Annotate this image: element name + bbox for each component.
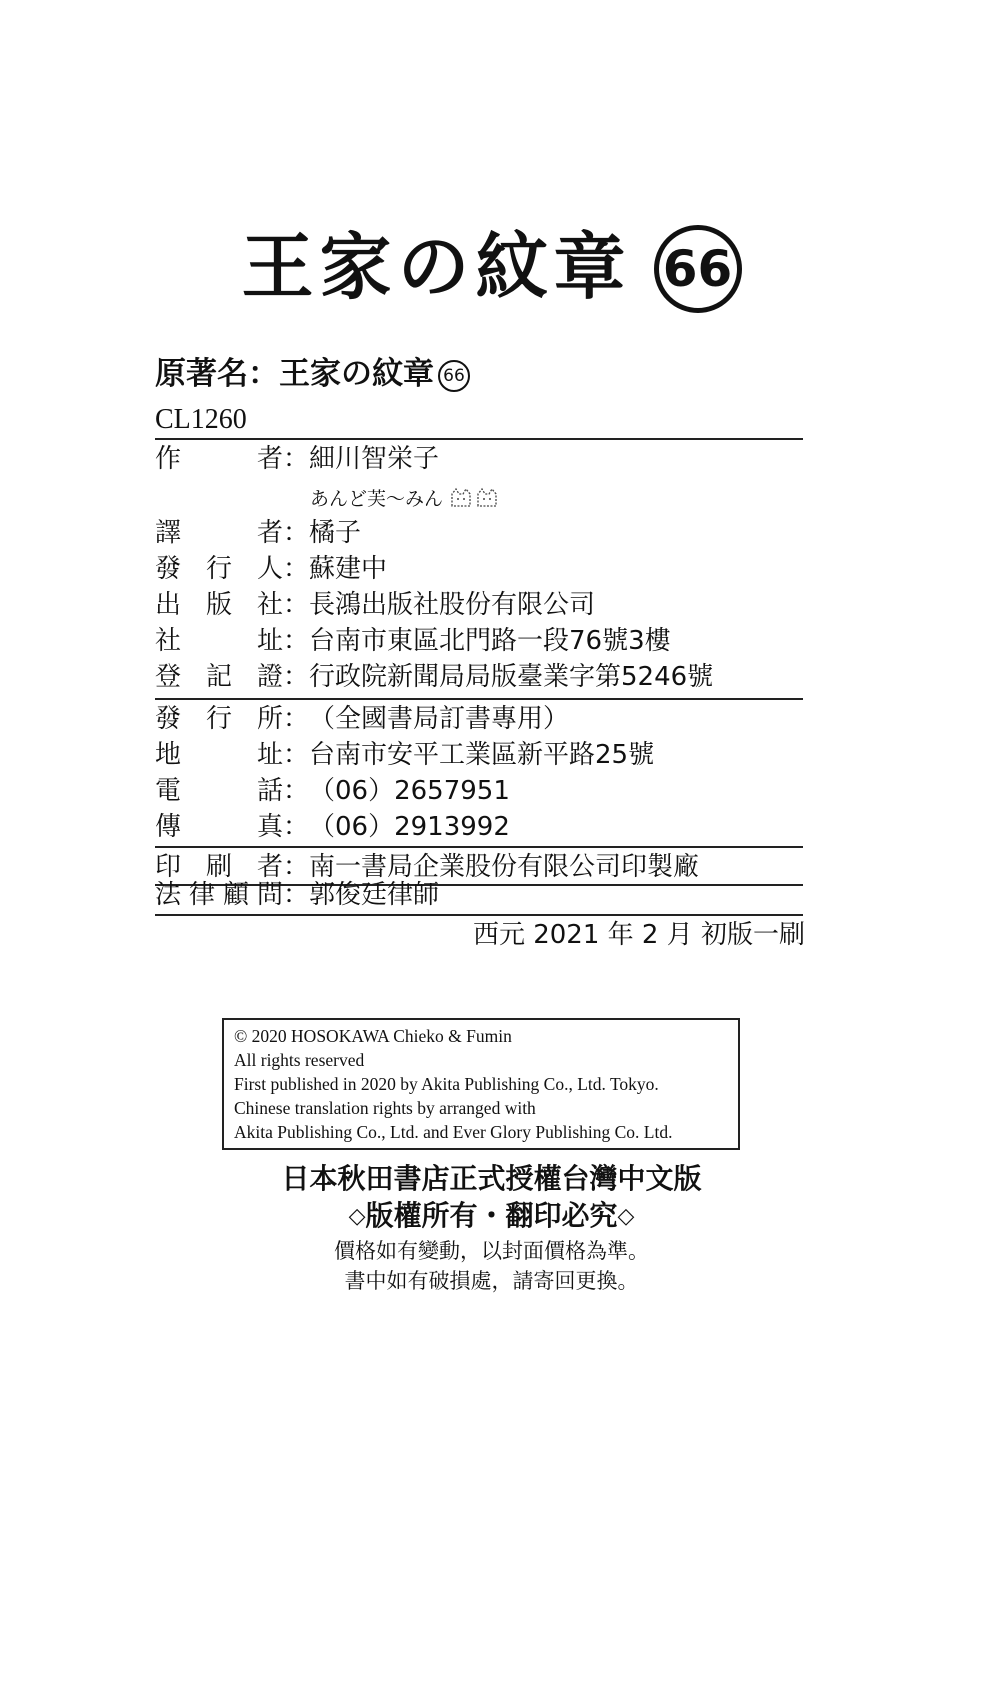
credit-value: 細川智栄子 <box>309 444 440 474</box>
volume-number-badge: 66 <box>654 225 742 313</box>
credit-label: 傳真 <box>155 812 283 842</box>
credit-row-company-address <box>155 624 671 658</box>
credit-value: （全國書局訂書專用） <box>309 704 570 734</box>
credit-label: 登記證 <box>155 662 283 692</box>
credit-colon: ： <box>283 554 310 584</box>
credit-colon: ： <box>283 626 310 656</box>
divider-bottom <box>155 914 803 916</box>
credit-colon: ： <box>283 812 310 842</box>
credit-row-phone <box>155 774 510 808</box>
rights-text: 版權所有・翻印必究 <box>365 1199 618 1232</box>
credit-row-publisher-person <box>155 552 387 586</box>
credit-row-fax <box>155 810 510 844</box>
credit-label: 譯者 <box>155 518 283 548</box>
credit-value: 台南市安平工業區新平路25號 <box>309 740 655 770</box>
credit-label: 作者 <box>155 444 283 474</box>
credit-label: 法律顧問 <box>155 880 283 910</box>
credit-value: 郭俊廷律師 <box>309 880 440 910</box>
rights-notice <box>0 1197 983 1236</box>
credit-value: 蘇建中 <box>309 554 388 584</box>
damage-note: 書中如有破損處，請寄回更換。 <box>344 1269 639 1293</box>
price-note: 價格如有變動，以封面價格為準。 <box>334 1239 649 1263</box>
credit-colon: ： <box>283 590 310 620</box>
credit-label: 發行人 <box>155 554 283 584</box>
credit-value: 長鴻出版社股份有限公司 <box>309 590 596 620</box>
cat-doodle-icon <box>449 486 501 508</box>
copyright-line: Chinese translation rights by arranged with <box>234 1098 536 1118</box>
credit-colon: ： <box>283 880 310 910</box>
book-title <box>0 222 983 313</box>
original-title-text: 原著名：王家の紋章 <box>155 356 434 392</box>
authorization-notice: 日本秋田書店正式授權台灣中文版 <box>281 1162 702 1195</box>
original-title <box>155 352 470 396</box>
credit-label: 電話 <box>155 776 283 806</box>
credit-colon: ： <box>283 662 310 692</box>
credit-row-translator <box>155 516 361 550</box>
original-volume-badge: 66 <box>438 360 470 392</box>
credit-label: 出版社 <box>155 590 283 620</box>
credit-colon: ： <box>283 518 310 548</box>
credit-value: （06）2913992 <box>309 812 510 842</box>
divider-top <box>155 438 803 440</box>
credit-label: 社址 <box>155 626 283 656</box>
catalog-code: CL1260 <box>155 404 247 435</box>
credit-colon: ： <box>283 852 310 882</box>
copyright-box <box>222 1018 740 1150</box>
copyright-line: All rights reserved <box>234 1050 365 1070</box>
edition-date: 西元 2021 年 2 月 初版一刷 <box>472 920 805 950</box>
credit-value: （06）2657951 <box>309 776 510 806</box>
credit-label: 印刷者 <box>155 852 283 882</box>
divider-middle <box>155 698 803 700</box>
divider-lower <box>155 846 803 848</box>
credit-value: 台南市東區北門路一段76號3樓 <box>309 626 671 656</box>
credit-colon: ： <box>283 776 310 806</box>
credit-row-address <box>155 738 654 772</box>
credit-value: 橘子 <box>309 518 362 548</box>
credit-label: 發行所 <box>155 704 283 734</box>
book-title-text: 王家の紋章 <box>241 225 632 309</box>
copyright-line: First published in 2020 by Akita Publishing Co., Ltd. Tokyo. <box>234 1074 659 1094</box>
credit-value: 行政院新聞局局版臺業字第5246號 <box>309 662 714 692</box>
credit-colon: ： <box>283 704 310 734</box>
diamond-icon: ◇ <box>617 1204 635 1229</box>
diamond-icon: ◇ <box>348 1204 366 1229</box>
copyright-line: © 2020 HOSOKAWA Chieko & Fumin <box>234 1026 512 1046</box>
copyright-line: Akita Publishing Co., Ltd. and Ever Glory Publishing Co. Ltd. <box>234 1122 673 1142</box>
credit-row-legal-advisor <box>155 878 439 912</box>
credit-value: 南一書局企業股份有限公司印製廠 <box>309 852 700 882</box>
credit-row-author <box>155 442 439 476</box>
credit-colon: ： <box>283 444 310 474</box>
credit-label: 地址 <box>155 740 283 770</box>
credit-row-publisher <box>155 588 595 622</box>
credit-row-registration <box>155 660 713 694</box>
credit-colon: ： <box>283 740 310 770</box>
credit-row-distributor <box>155 702 569 736</box>
coauthor-name: あんど芙〜みん <box>310 486 501 512</box>
